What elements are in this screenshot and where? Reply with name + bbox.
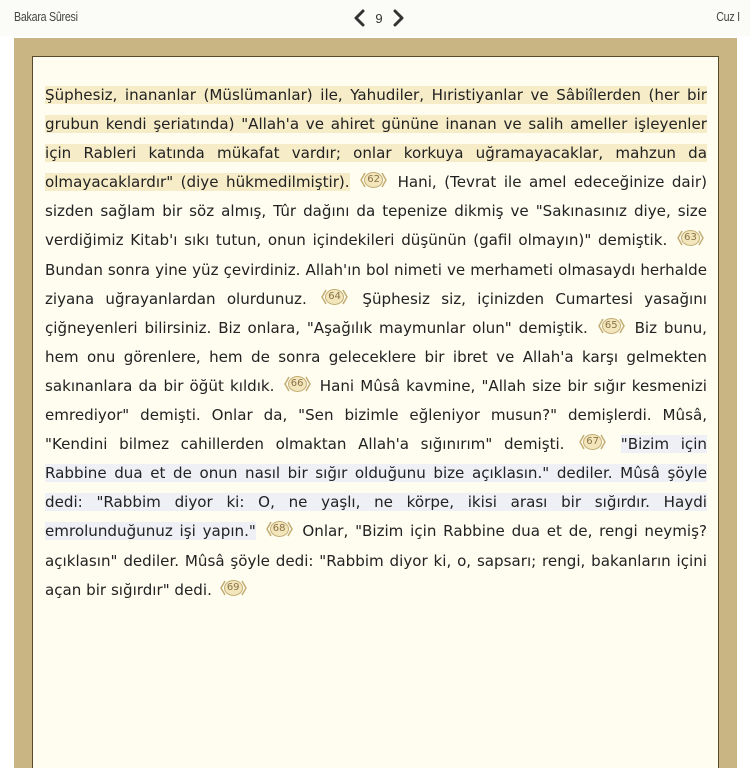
verse-marker-62[interactable] [359,170,388,190]
verse-text-62: Şüphesiz, inananlar (Müslümanlar) ile, Yahudiler, Hıristiyanlar ve Sâbiîlerden (her bir grubun kendi şeriatında) "Allah'a ve ahiret gününe inanan ve salih ameller işleyenler için Rableri katında mükafat vardır; onlar korkuya uğramayacaklar, mahzun da olmayacaklardır" (diye hükmedilmiştir). [45,86,707,192]
verse-text-64: Bundan sonra yine yüz çevirdiniz. Allah'ın bol nimeti ve merhameti olmasaydı herhalde ziyana uğrayanlardan olurdunuz. [45,260,707,308]
verse-marker-65[interactable] [597,316,626,336]
verse-marker-68[interactable] [265,519,294,539]
page-number: 9 [375,10,383,26]
verse-text-68: "Bizim için Rabbine dua et de onun nasıl bir sığır olduğunu bize açıklasın." dediler. Mûsâ şöyle dedi: "Rabbim diyor ki: O, ne yaşlı, ne körpe, ikisi arası bir sığırdır. Haydi emrolunduğunuz işi yapın." [45,435,707,541]
surah-name: Bakara Sûresi [14,9,78,24]
verse-number: 65 [604,319,618,331]
page-paper [32,56,719,768]
verse-text-66: Biz bunu, hem onu görenlere, hem de sonra geleceklere bir ibret ve Allah'a karşı gelmekten sakınanlara da bir öğüt kıldık. [45,318,707,395]
page-frame [14,38,737,768]
verse-text-63: Hani, (Tevrat ile amel edeceğinize dair) sizden sağlam bir söz almış, Tûr dağını da tepenize dikmiş ve "Sakınasınız diye, size verdiğimiz Kitab'ı sıkı tutun, onun içindekileri düşünün (gafil olmayın)" demiştik. [45,173,707,250]
verse-number: 62 [367,174,380,186]
verse-number: 68 [272,523,286,535]
verse-marker-63[interactable] [676,228,705,248]
page-navigator [353,6,405,30]
top-bar [0,0,750,36]
verse-number: 69 [226,581,240,593]
verse-text-69: Onlar, "Bizim için Rabbine dua et de, rengi neymiş? açıklasın" dediler. Mûsâ şöyle dedi: "Rabbim diyor ki, o, sapsarı; rengi, bakanların içini açan bir sığırdır" dedi. [45,522,707,599]
chevron-left-icon[interactable] [353,8,367,28]
verse-text-67: Hani Mûsâ kavmine, "Allah size bir sığır kesmenizi emrediyor" demişti. Onlar da, "Sen bizimle eğleniyor musun?" demişlerdi. Mûsâ, "Kendini bilmez cahillerden olmaktan Allah'a sığınırım" demişti. [45,376,707,454]
verse-number: 64 [328,290,341,302]
translation-text [45,81,707,605]
juz-label: Cuz I [716,9,740,24]
verse-number: 66 [290,377,304,389]
chevron-right-icon[interactable] [391,8,405,28]
verse-text-65: Şüphesiz siz, içinizden Cumartesi yasağını çiğneyenleri bilirsiniz. Biz onlara, "Aşağılık maymunlar olun" demiştik. [45,289,707,337]
verse-number: 63 [684,232,697,244]
verse-number: 67 [586,436,599,448]
verse-marker-67[interactable] [578,432,607,452]
verse-marker-69[interactable] [219,578,248,598]
verse-marker-66[interactable] [283,374,312,394]
verse-marker-64[interactable] [320,287,349,307]
